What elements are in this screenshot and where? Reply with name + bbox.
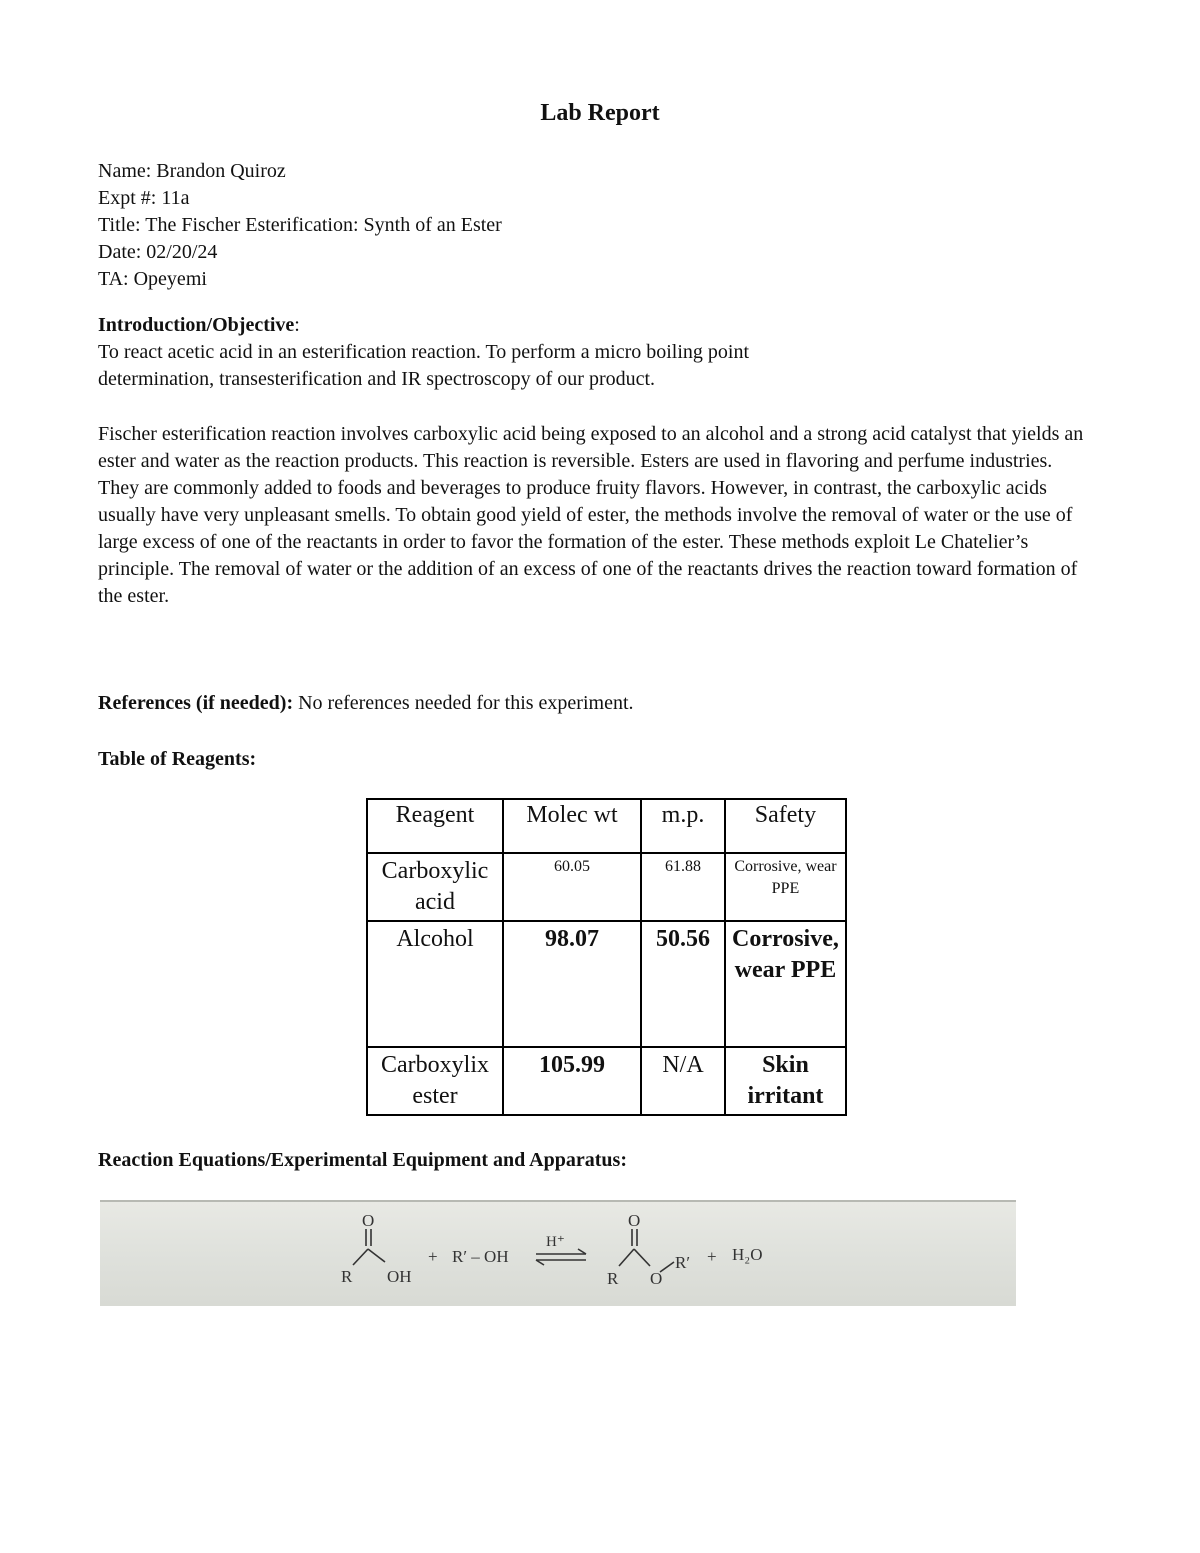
mp-cell: 61.88 bbox=[641, 853, 725, 921]
reagent-cell: Alcohol bbox=[367, 921, 503, 1047]
teaching-assistant: TA: Opeyemi bbox=[98, 268, 207, 290]
table-header-row bbox=[367, 799, 846, 853]
acid-carbonyl-o: O bbox=[362, 1211, 375, 1230]
table-row bbox=[367, 853, 846, 921]
table-row bbox=[367, 1047, 846, 1115]
molec-wt-cell: 98.07 bbox=[503, 921, 641, 1047]
header-cell: Safety bbox=[725, 799, 846, 853]
ester-oxygen: O bbox=[650, 1269, 663, 1288]
mp-cell: 50.56 bbox=[641, 921, 725, 1047]
reagents-table bbox=[366, 798, 847, 1116]
header-cell: Molec wt bbox=[503, 799, 641, 853]
reagent-cell: Carboxylic acid bbox=[367, 853, 503, 921]
objective-line-1: To react acetic acid in an esterification reaction. To perform a micro boiling point bbox=[98, 341, 750, 363]
header-cell: m.p. bbox=[641, 799, 725, 853]
reaction-scheme bbox=[100, 1202, 1016, 1306]
references-label: References (if needed): bbox=[98, 692, 294, 714]
carboxylic-acid-structure bbox=[353, 1229, 385, 1265]
report-title: Lab Report bbox=[540, 100, 660, 126]
plus-sign: + bbox=[428, 1247, 438, 1266]
references-text: No references needed for this experiment. bbox=[293, 692, 634, 714]
acid-catalyst: H⁺ bbox=[546, 1234, 565, 1250]
plus-sign: + bbox=[707, 1247, 717, 1266]
ester-r-prime: R′ bbox=[675, 1253, 691, 1272]
safety-cell: Skin irritant bbox=[725, 1047, 846, 1115]
reagent-cell: Carboxylix ester bbox=[367, 1047, 503, 1115]
alcohol-reagent: R′ – OH bbox=[452, 1247, 509, 1266]
ester-structure bbox=[619, 1229, 674, 1272]
table-row bbox=[367, 921, 846, 1047]
experiment-number: Expt #: 11a bbox=[98, 187, 190, 209]
background-paragraph: Fischer esterification reaction involves carboxylic acid being exposed to an alcohol and a strong acid catalyst that yields an ester and water as the reaction products. This reaction is reversible. Esters are used in flavoring and perfume industries. They are commonly added to foods and beverages to produce fruity flavors. However, in contrast, the carboxylic acids usually have very unpleasant smells. To obtain good yield of ester, the methods involve the removal of water or the use of large excess of one of the reactants in order to favor the formation of the ester. These methods exploit Le Chatelier’s principle. The removal of water or the addition of an excess of one of the reactants drives the reaction toward formation of the ester. bbox=[98, 423, 1084, 607]
experiment-title: Title: The Fischer Esterification: Synth of an Ester bbox=[98, 214, 502, 236]
safety-cell: Corrosive, wear PPE bbox=[725, 921, 846, 1047]
report-date: Date: 02/20/24 bbox=[98, 241, 218, 263]
safety-cell: Corrosive, wear PPE bbox=[725, 853, 846, 921]
water-product: H₂O bbox=[732, 1245, 763, 1264]
reaction-equation-image bbox=[100, 1200, 1016, 1306]
equilibrium-arrow-icon bbox=[536, 1249, 586, 1265]
header-info bbox=[98, 158, 502, 293]
ester-carbonyl-o: O bbox=[628, 1211, 641, 1230]
acid-r-group: R bbox=[341, 1267, 353, 1286]
introduction-heading: Introduction/Objective bbox=[98, 314, 295, 336]
references-section bbox=[98, 690, 1098, 717]
ester-r-group: R bbox=[607, 1269, 619, 1288]
molec-wt-cell: 60.05 bbox=[503, 853, 641, 921]
mp-cell: N/A bbox=[641, 1047, 725, 1115]
table-heading: Table of Reagents: bbox=[98, 748, 257, 770]
reaction-heading: Reaction Equations/Experimental Equipment and Apparatus: bbox=[98, 1149, 627, 1171]
objective-line-2: determination, transesterification and IR spectroscopy of our product. bbox=[98, 368, 656, 390]
header-cell: Reagent bbox=[367, 799, 503, 853]
introduction-section: Introduction/Objective: To react acetic acid in an esterification reaction. To perform a micro boiling point determination, transesterification and IR spectroscopy of our product. bbox=[98, 312, 1098, 393]
molec-wt-cell: 105.99 bbox=[503, 1047, 641, 1115]
acid-hydroxyl: OH bbox=[387, 1267, 412, 1286]
student-name: Name: Brandon Quiroz bbox=[98, 160, 286, 182]
